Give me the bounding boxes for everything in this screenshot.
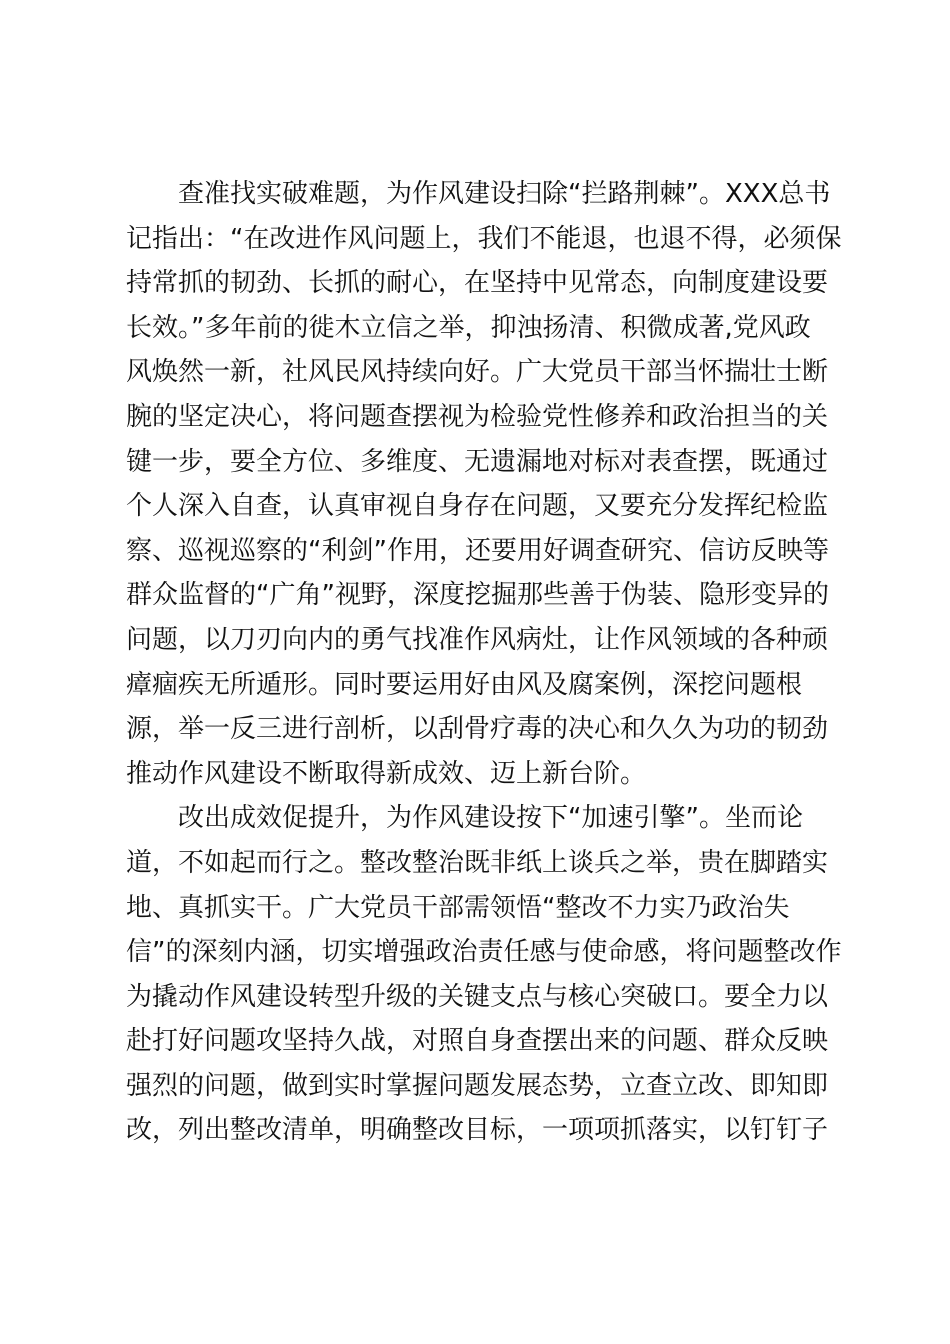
paragraph-1-line-13: 源，举一反三进行剖析，以刮骨疗毒的决心和久久为功的韧劲	[126, 714, 829, 745]
paragraph-1-line-1: 查准找实破难题，为作风建设扫除“拦路荆棘”。XXX总书	[178, 179, 831, 209]
paragraph-1-line-9: 察、巡视巡察的“利剑”作用，还要用好调查研究、信访反映等	[126, 535, 829, 566]
paragraph-2-line-5: 为撬动作风建设转型升级的关键支点与核心突破口。要全力以	[126, 981, 829, 1012]
paragraph-2-line-8: 改，列出整改清单，明确整改目标，一项项抓落实，以钉钉子	[126, 1115, 829, 1146]
paragraph-1-line-2: 记指出：“在改进作风问题上，我们不能退，也退不得，必须保	[126, 223, 842, 254]
paragraph-2-line-4: 信”的深刻内涵，切实增强政治责任感与使命感，将问题整改作	[126, 937, 842, 968]
paragraph-1-line-12: 瘴痼疾无所遁形。同时要运用好由风及腐案例，深挖问题根	[126, 669, 803, 700]
paragraph-2-line-7: 强烈的问题，做到实时掌握问题发展态势，立查立改、即知即	[126, 1070, 829, 1101]
paragraph-1-line-7: 键一步，要全方位、多维度、无遗漏地对标对表查摆，既通过	[126, 446, 829, 477]
paragraph-2-line-2: 道，不如起而行之。整改整治既非纸上谈兵之举，贵在脚踏实	[126, 847, 829, 878]
paragraph-1-line-14: 推动作风建设不断取得新成效、迈上新台阶。	[126, 758, 647, 789]
paragraph-1-line-8: 个人深入自查，认真审视自身存在问题，又要充分发挥纪检监	[126, 491, 829, 522]
paragraph-2-line-6: 赴打好问题攻坚持久战，对照自身查摆出来的问题、群众反映	[126, 1026, 829, 1057]
paragraph-1-line-5: 风焕然一新，社风民风持续向好。广大党员干部当怀揣壮士断	[126, 357, 829, 388]
paragraph-1-line-4: 长效。”多年前的徙木立信之举，抑浊扬清、积微成著,党风政	[126, 312, 811, 343]
paragraph-1-line-3: 持常抓的韧劲、长抓的耐心，在坚持中见常态，向制度建设要	[126, 268, 829, 299]
paragraph-1-line-10: 群众监督的“广角”视野，深度挖掘那些善于伪装、隐形变异的	[126, 580, 829, 611]
paragraph-2-line-1: 改出成效促提升，为作风建设按下“加速引擎”。坐而论	[178, 803, 803, 834]
paragraph-1-line-6: 腕的坚定决心，将问题查摆视为检验党性修养和政治担当的关	[126, 401, 829, 432]
paragraph-2-line-3: 地、真抓实干。广大党员干部需领悟“整改不力实乃政治失	[126, 892, 790, 923]
paragraph-1-line-11: 问题，以刀刃向内的勇气找准作风病灶，让作风领域的各种顽	[126, 624, 829, 655]
document-body	[126, 172, 842, 1153]
